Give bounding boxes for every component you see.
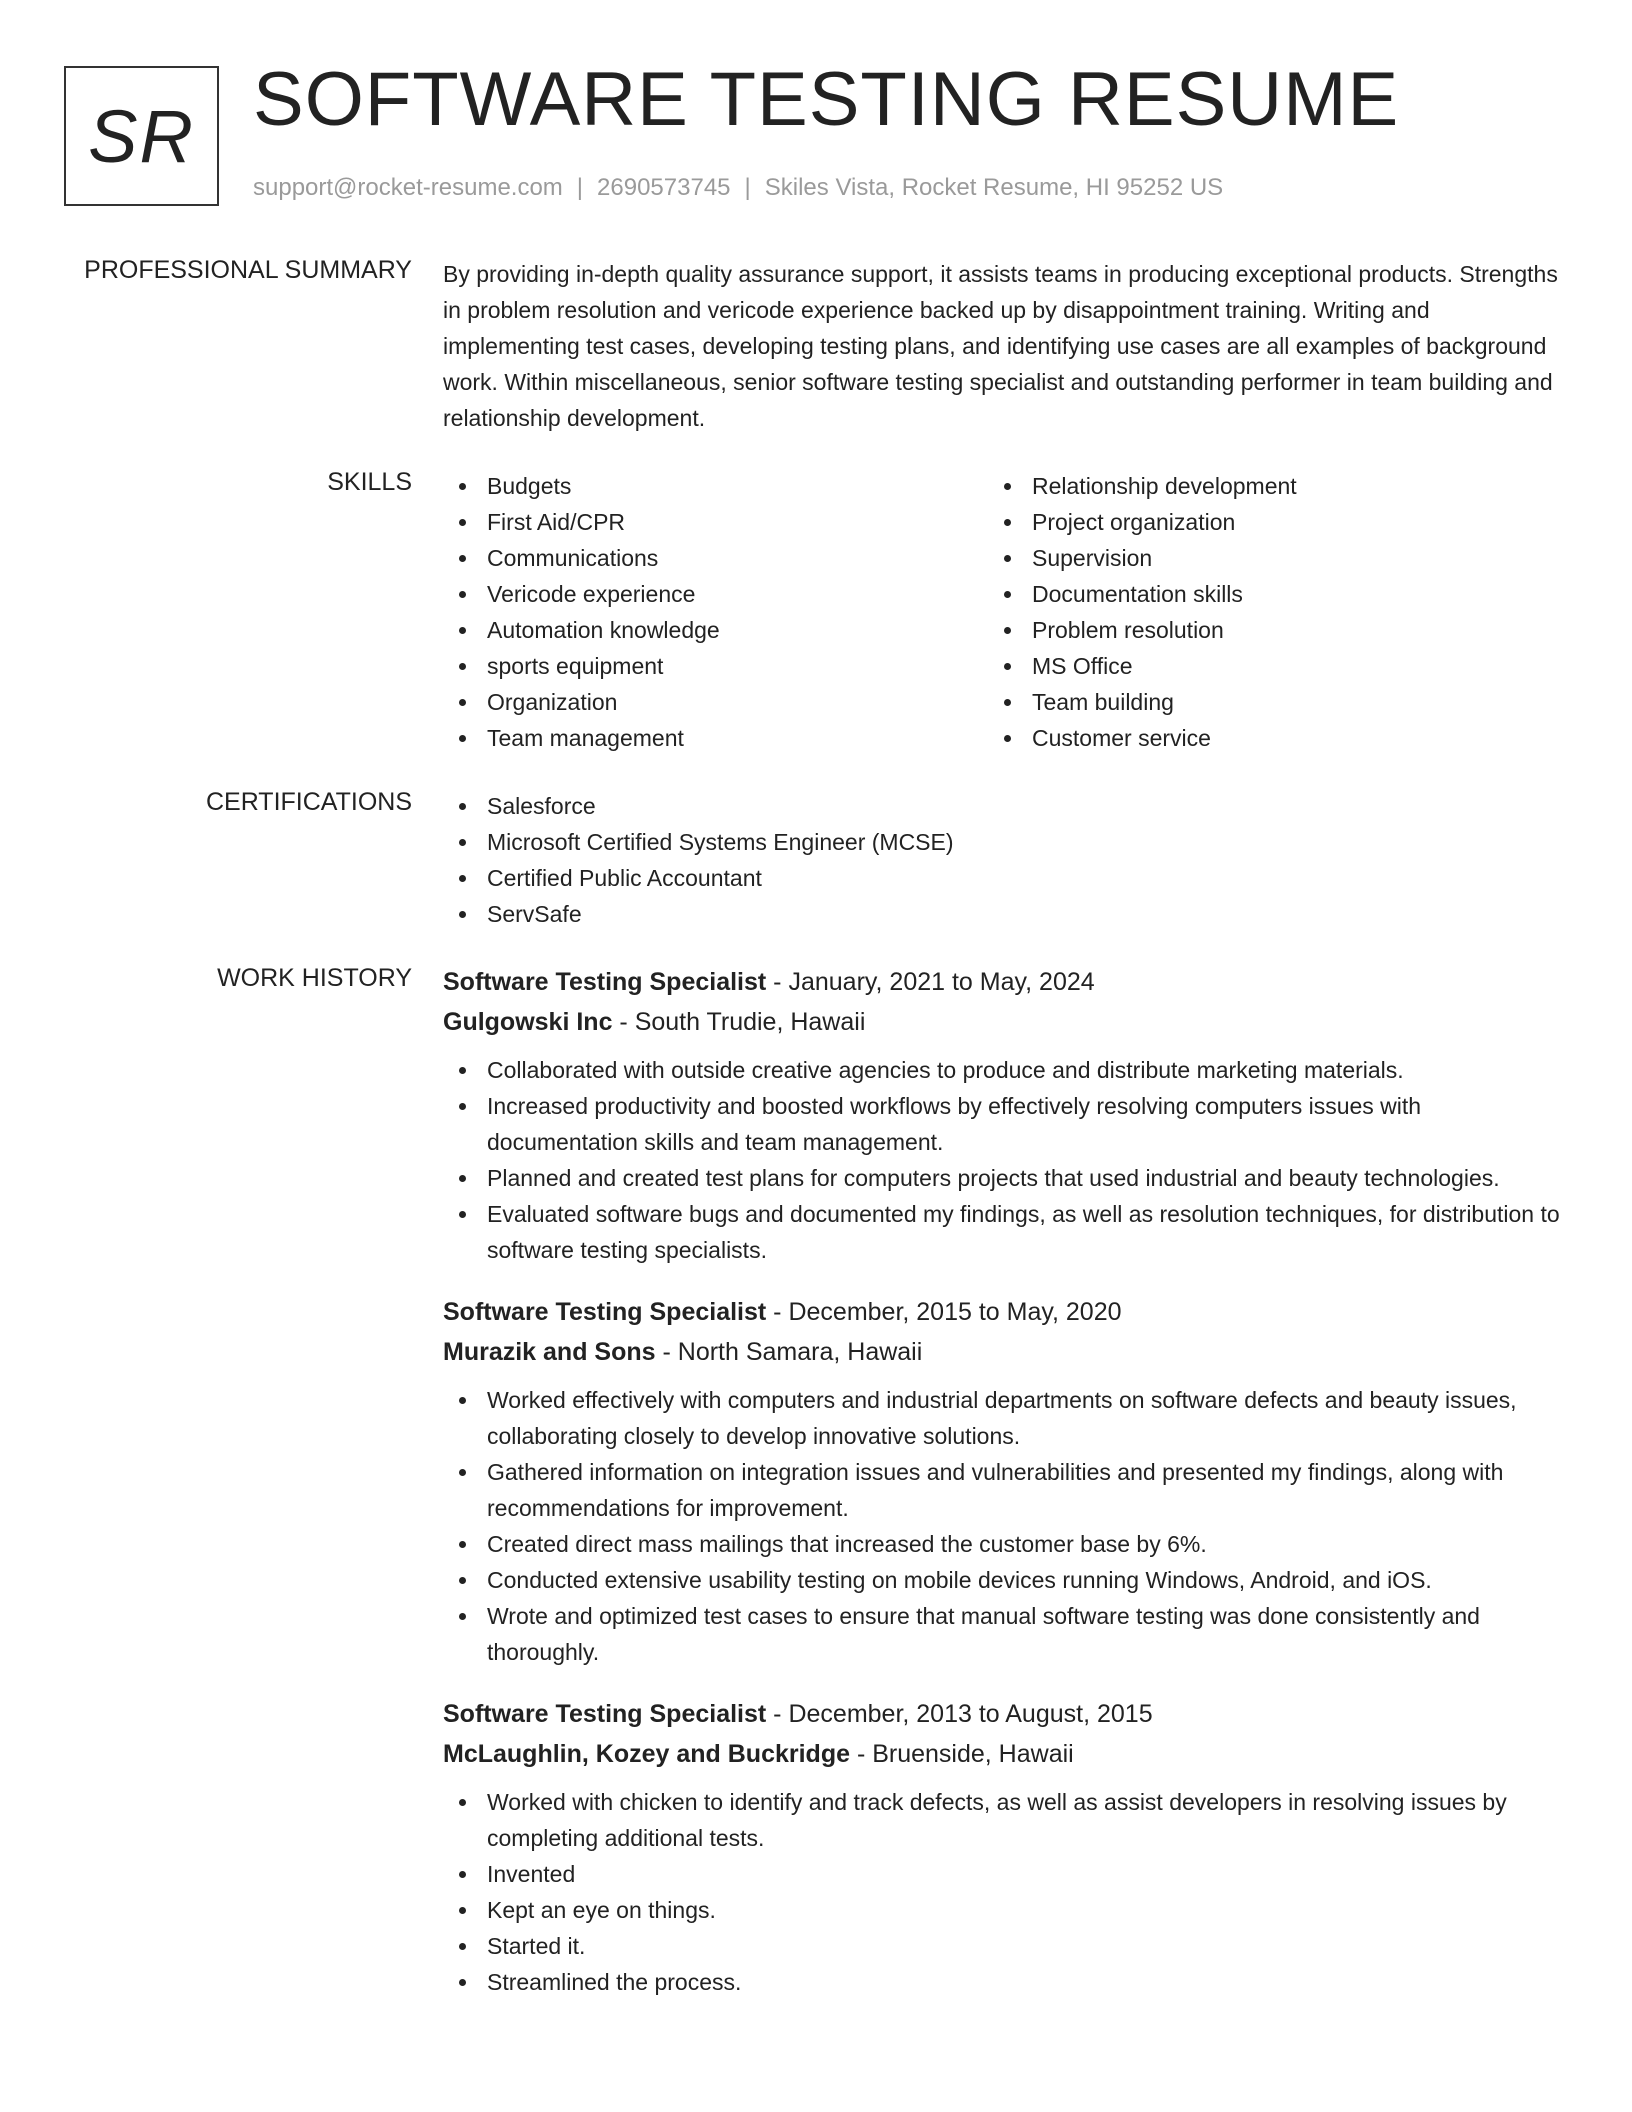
list-item: Microsoft Certified Systems Engineer (MCSE) — [443, 824, 1563, 860]
list-item: ServSafe — [443, 896, 1563, 932]
list-item: Automation knowledge — [443, 612, 988, 648]
job-dates: - December, 2015 to May, 2020 — [766, 1298, 1122, 1326]
certifications-heading: CERTIFICATIONS — [205, 788, 412, 816]
monogram-logo: SR — [64, 66, 219, 206]
list-item: Project organization — [988, 504, 1533, 540]
list-item: Certified Public Accountant — [443, 860, 1563, 896]
contact-separator: | — [744, 174, 751, 201]
list-item: Worked effectively with computers and industrial departments on software defects and beauty issues, collaborating closely to develop innovative solutions. — [443, 1382, 1563, 1454]
job-title: Software Testing Specialist — [443, 1700, 767, 1728]
job-company-line — [443, 1332, 1563, 1372]
job-duties-list — [443, 1382, 1563, 1670]
job-title-line — [443, 962, 1563, 1002]
certifications-list — [443, 788, 1563, 932]
skills-list-right — [988, 468, 1533, 756]
list-item: Increased productivity and boosted workflows by effectively resolving computers issues with documentation skills and team management. — [443, 1088, 1563, 1160]
list-item: sports equipment — [443, 648, 988, 684]
list-item: Supervision — [988, 540, 1533, 576]
contact-separator: | — [576, 174, 584, 201]
job-title-line — [443, 1694, 1563, 1734]
list-item: Started it. — [443, 1928, 1563, 1964]
list-item: Communications — [443, 540, 988, 576]
job-title: Software Testing Specialist — [443, 968, 767, 996]
job-duties-list — [443, 1784, 1563, 2000]
job-location: - South Trudie, Hawaii — [612, 1008, 866, 1036]
contact-phone: 2690573745 — [597, 174, 731, 201]
jobs-list — [443, 962, 1563, 2024]
list-item: Team management — [443, 720, 988, 756]
list-item: Salesforce — [443, 788, 1563, 824]
job-duties-list — [443, 1052, 1563, 1268]
list-item: Invented — [443, 1856, 1563, 1892]
job-company: Murazik and Sons — [443, 1338, 656, 1366]
job-location: - North Samara, Hawaii — [655, 1338, 923, 1366]
job-dates: - December, 2013 to August, 2015 — [766, 1700, 1153, 1728]
contact-address: Skiles Vista, Rocket Resume, HI 95252 US — [764, 174, 1224, 201]
skills-heading: SKILLS — [327, 468, 412, 496]
job-company-line — [443, 1734, 1563, 1774]
list-item: Budgets — [443, 468, 988, 504]
job-dates: - January, 2021 to May, 2024 — [766, 968, 1095, 996]
list-item: First Aid/CPR — [443, 504, 988, 540]
list-item: Planned and created test plans for computers projects that used industrial and beauty technologies. — [443, 1160, 1563, 1196]
job-location: - Bruenside, Hawaii — [850, 1740, 1074, 1768]
list-item: Customer service — [988, 720, 1533, 756]
job-company: Gulgowski Inc — [443, 1008, 613, 1036]
list-item: Organization — [443, 684, 988, 720]
resume-title: SOFTWARE TESTING RESUME — [253, 57, 1400, 142]
summary-heading: PROFESSIONAL SUMMARY — [84, 256, 412, 284]
list-item: Collaborated with outside creative agencies to produce and distribute marketing materials. — [443, 1052, 1563, 1088]
list-item: Relationship development — [988, 468, 1533, 504]
job-company: McLaughlin, Kozey and Buckridge — [443, 1740, 850, 1768]
list-item: Evaluated software bugs and documented my findings, as well as resolution techniques, for distribution to software testing specialists. — [443, 1196, 1563, 1268]
job-title-line — [443, 1292, 1563, 1332]
list-item: Worked with chicken to identify and track defects, as well as assist developers in resolving issues by completing additional tests. — [443, 1784, 1563, 1856]
list-item: Kept an eye on things. — [443, 1892, 1563, 1928]
list-item: Streamlined the process. — [443, 1964, 1563, 2000]
list-item: Created direct mass mailings that increased the customer base by 6%. — [443, 1526, 1563, 1562]
job-entry — [443, 1292, 1563, 1670]
list-item: Vericode experience — [443, 576, 988, 612]
job-entry — [443, 1694, 1563, 2000]
list-item: Team building — [988, 684, 1533, 720]
job-title: Software Testing Specialist — [443, 1298, 767, 1326]
contact-line — [253, 174, 1223, 202]
list-item: Documentation skills — [988, 576, 1533, 612]
list-item: Conducted extensive usability testing on mobile devices running Windows, Android, and iOS. — [443, 1562, 1563, 1598]
list-item: Problem resolution — [988, 612, 1533, 648]
list-item: Gathered information on integration issues and vulnerabilities and presented my findings, along with recommendations for improvement. — [443, 1454, 1563, 1526]
list-item: Wrote and optimized test cases to ensure that manual software testing was done consistently and thoroughly. — [443, 1598, 1563, 1670]
summary-text: By providing in-depth quality assurance support, it assists teams in producing exceptional products. Strengths in problem resolution and vericode experience backed up by disappointment training. Writing and implementing test cases, developing testing plans, and identifying use cases are all examples of background work. Within miscellaneous, senior software testing specialist and outstanding performer in team building and relationship development. — [443, 261, 1558, 431]
work-history-heading: WORK HISTORY — [217, 964, 412, 992]
list-item: MS Office — [988, 648, 1533, 684]
contact-email[interactable]: support@rocket-resume.com — [253, 174, 563, 201]
job-company-line — [443, 1002, 1563, 1042]
job-entry — [443, 962, 1563, 1268]
skills-list-left — [443, 468, 988, 756]
